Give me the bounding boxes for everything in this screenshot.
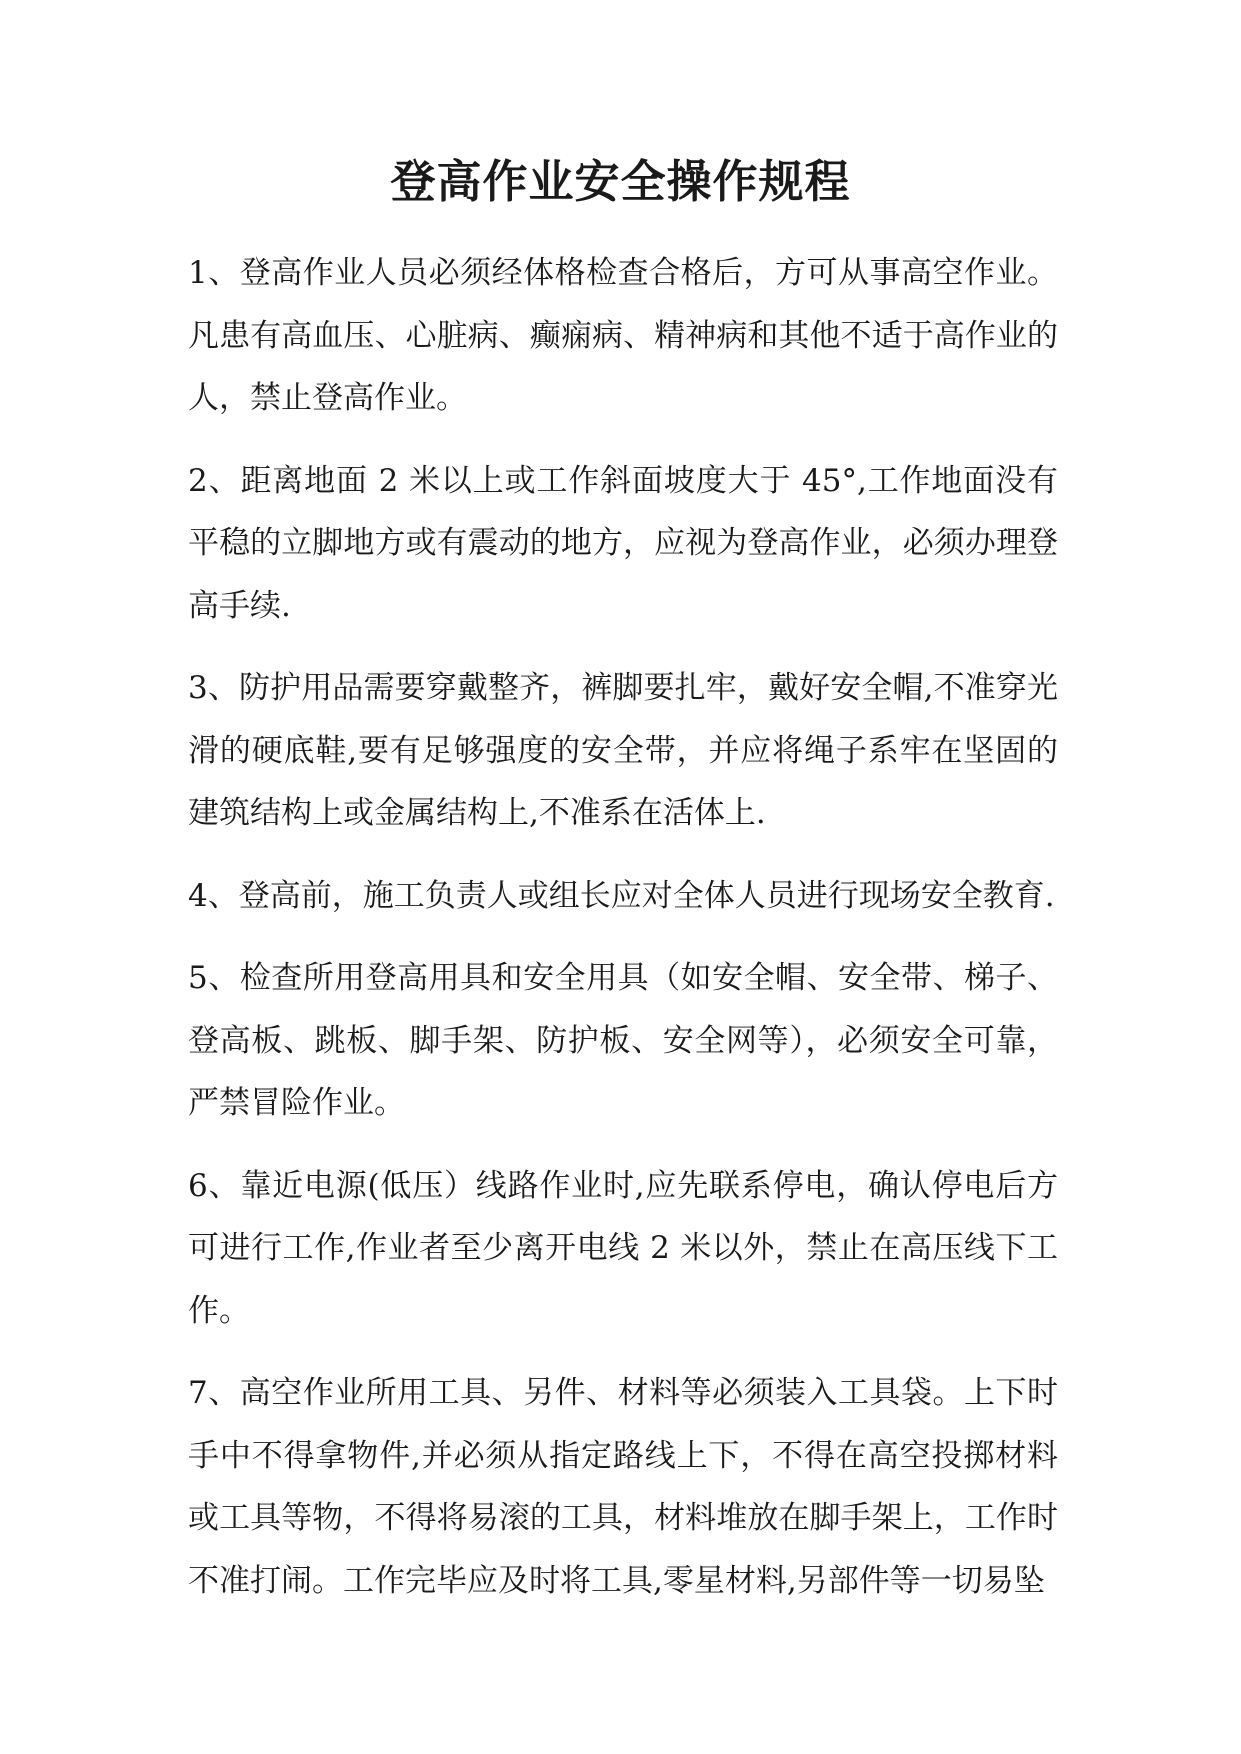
paragraph-4: 4、登高前，施工负责人或组长应对全体人员进行现场安全教育.	[188, 877, 1055, 914]
paragraph-2: 2、距离地面 2 米以上或工作斜面坡度大于 45°,工作地面没有平稳的立脚地方或有震动的地方，应视为登高作业，必须办理登高手续.	[188, 462, 1058, 624]
paragraph-5: 5、检查所用登高用具和安全用具（如安全帽、安全带、梯子、登高板、跳板、脚手架、防护板、安全网等），必须安全可靠，严禁冒险作业。	[188, 960, 1058, 1121]
paragraph-3: 3、防护用品需要穿戴整齐，裤脚要扎牢，戴好安全帽,不准穿光滑的硬底鞋,要有足够强度的安全带，并应将绳子系牢在坚固的建筑结构上或金属结构上,不准系在活体上.	[188, 670, 1058, 831]
document-title: 登高作业安全操作规程	[390, 155, 851, 208]
document-body	[188, 242, 1058, 1632]
paragraph-1: 1、登高作业人员必须经体格检查合格后，方可从事高空作业。凡患有高血压、心脏病、癫痫病、精神病和其他不适于高作业的人，禁止登高作业。	[188, 255, 1058, 416]
paragraph-7: 7、高空作业所用工具、另件、材料等必须装入工具袋。上下时手中不得拿物件,并必须从指定路线上下，不得在高空投掷材料或工具等物，不得将易滚的工具，材料堆放在脚手架上，工作时不准打闹。工作完毕应及时将工具,零星材料,另部件等一切易坠	[188, 1375, 1058, 1599]
paragraph-6: 6、靠近电源(低压）线路作业时,应先联系停电，确认停电后方可进行工作,作业者至少离开电线 2 米以外，禁止在高压线下工作。	[188, 1167, 1058, 1329]
